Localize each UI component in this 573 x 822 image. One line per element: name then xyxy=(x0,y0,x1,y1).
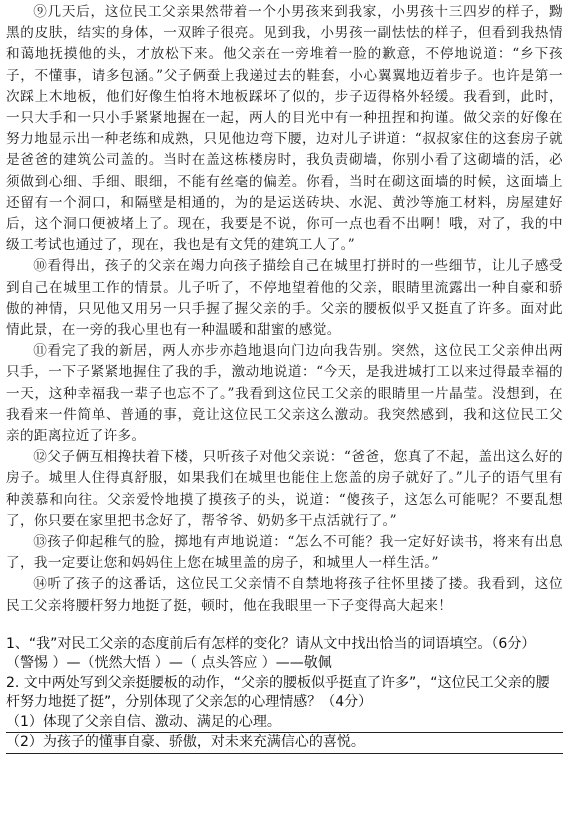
paragraph-13: ⑬孩子仰起稚气的脸，掷地有声地说道：“怎么不可能？我一定好好读书，将来有出息了，我一定要让您和妈妈住上您在城里盖的房子，和城里人一样生活。” xyxy=(6,534,563,572)
question-2-answer-2: （2）为孩子的懂事自豪、骄傲，对未来充满信心的喜悦。 xyxy=(6,733,563,754)
question-1-answer: （警惕 ）—（恍然大悟 ）—（ 点头答应 ）——敬佩 xyxy=(6,655,332,672)
paragraph-11: ⑪看完了我的新居，两人亦步亦趋地退向门边向我告别。突然，这位民工父亲伸出两只手，一下子紧紧地握住了我的手，激动地说道：“今天，是我进城打工以来过得最幸福的一天，这种幸福我一辈子也忘不了。”我看到这位民工父亲的眼睛里一片晶莹。没想到，在我看来一件简单、普通的事，竟让这位民工父亲这么激动。我突然感到，我和这位民工父亲的距离拉近了许多。 xyxy=(6,343,563,445)
questions-section xyxy=(6,635,563,754)
question-2-answer-1: （1）体现了父亲自信、激动、满足的心理。 xyxy=(6,713,563,734)
paragraph-9: ⑨几天后，这位民工父亲果然带着一个小男孩来到我家，小男孩十三四岁的样子，黝黑的皮肤，结实的身体，一双眸子很亮。见到我，小男孩一副怯怯的样子，但看到我热情和蔼地抚摸他的头，才放松下来。他父亲在一旁堆着一脸的歉意，不停地说道：“乡下孩子，不懂事，请多包涵。”父子俩蚕上我递过去的鞋套，小心翼翼地迈着步子。也许是第一次踩上木地板，他们好像生怕将木地板踩坏了似的，步子迈得格外轻缓。我看到，此时，一只大手和一只小手紧紧地握在一起，两人的目光中有一种扭捏和拘谨。做父亲的好像在努力地显示出一种老练和成熟，只见他边弯下腰，边对儿子讲道：“叔叔家住的这套房子就是爸爸的建筑公司盖的。当时在盖这栋楼房时，我负责砌墙，你别小看了这砌墙的活，必须做到心细、手细、眼细，不能有丝毫的偏差。你看，当时在砌这面墙的时候，这面墙上还留有一个洞口，和隔壁是相通的，为的是运送砖块、水泥、黄沙等施工材料，房屋建好后，这个洞口便被堵上了。现在，我要是不说，你可一点也看不出啊！哦，对了，我的中级工考试也通过了，现在，我也是有文凭的建筑工人了。” xyxy=(6,4,563,254)
question-1-prompt: 1、“我”对民工父亲的态度前后有怎样的变化？请从文中找出恰当的词语填空。（6分） xyxy=(6,635,536,652)
passage xyxy=(6,2,563,617)
paragraph-12: ⑫父子俩互相搀扶着下楼，只听孩子对他父亲说：“爸爸，您真了不起，盖出这么好的房子。城里人住得真舒服，如果我们在城里也能住上您盖的房子就好了。”儿子的语气里有种羡慕和向往。父亲爱怜地摸了摸孩子的头，说道：“傻孩子，这怎么可能呢？不要乱想了，你只要在家里把书念好了，帮爷爷、奶奶多干点活就行了。” xyxy=(6,449,563,529)
paragraph-10: ⑩看得出，孩子的父亲在竭力向孩子描绘自己在城里打拼时的一些细节，让儿子感受到自己在城里工作的情景。儿子听了，不停地望着他的父亲，眼睛里流露出一种自豪和骄傲的神情，只见他又用另一只手握了握父亲的手。父亲的腰板似乎又挺直了许多。面对此情此景，在一旁的我心里也有一种温暖和甜蜜的感觉。 xyxy=(6,258,563,339)
paragraph-14: ⑭听了孩子的这番话，这位民工父亲情不自禁地将孩子往怀里搂了搂。我看到，这位民工父亲将腰杆努力地挺了挺，顿时，他在我眼里一下子变得高大起来！ xyxy=(6,576,563,614)
question-2-prompt: 2. 文中两处写到父亲挺腰板的动作，“父亲的腰板似乎挺直了许多”，“这位民工父亲的腰杆努力地挺了挺”，分别体现了父亲怎的心理情感？（4分） xyxy=(6,674,550,711)
